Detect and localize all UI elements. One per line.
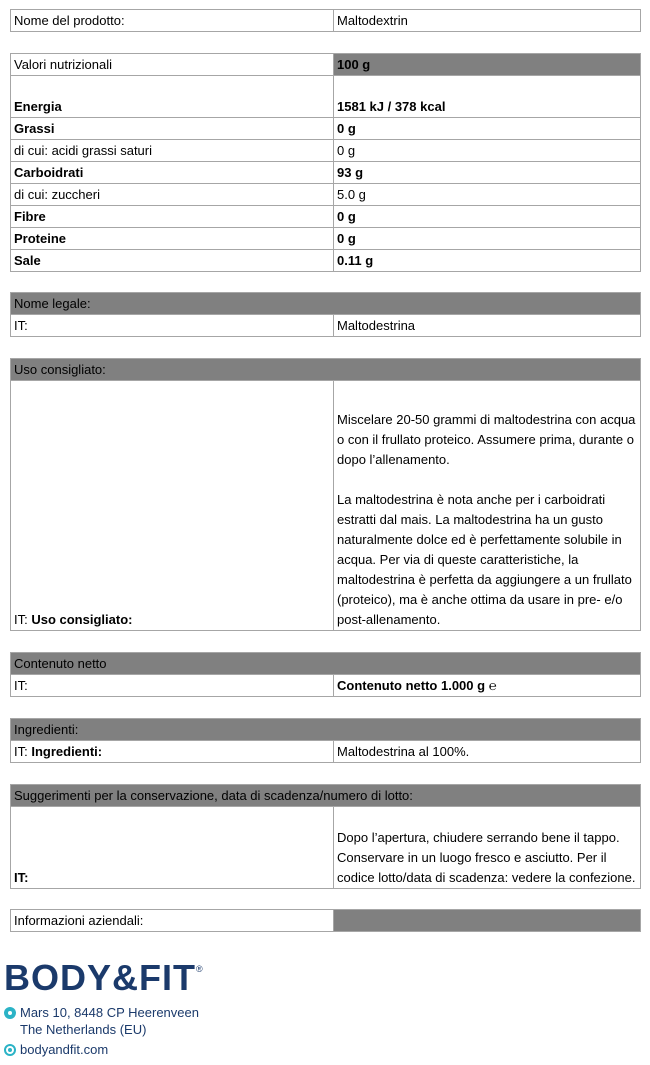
net-content-table (10, 652, 641, 697)
ingredients-label-bold: Ingredienti: (31, 744, 103, 759)
storage-label: IT: (11, 807, 334, 889)
usage-header: Uso consigliato: (11, 359, 641, 381)
location-pin-icon (4, 1007, 16, 1019)
net-content-value-cell (334, 675, 641, 697)
usage-label-bold: Uso consigliato: (31, 612, 133, 627)
nutrition-row-label: di cui: zuccheri (11, 184, 334, 206)
nutrition-row-label: Sale (11, 250, 334, 272)
nutrition-row (11, 140, 641, 162)
legal-name-value: Maltodestrina (334, 315, 641, 337)
nutrition-row (11, 250, 641, 272)
product-table (10, 9, 641, 32)
nutrition-row-value: 93 g (334, 162, 641, 184)
nutrition-row-label: Carboidrati (11, 162, 334, 184)
brand-logo (4, 958, 304, 998)
nutrition-header-value: 100 g (334, 54, 641, 76)
address-line-1: Mars 10, 8448 CP Heerenveen (20, 1005, 199, 1020)
usage-label (11, 381, 334, 631)
brand-logo-text: BODY&FIT (4, 957, 196, 998)
usage-table (10, 358, 641, 631)
website-link[interactable]: bodyandfit.com (20, 1042, 109, 1057)
address-line-2: The Netherlands (EU) (20, 1022, 147, 1037)
company-header-fill (334, 910, 641, 932)
net-content-label: IT: (11, 675, 334, 697)
nutrition-row-value: 0 g (334, 228, 641, 250)
usage-label-prefix: IT: (14, 612, 32, 627)
usage-text: Miscelare 20-50 grammi di maltodestrina con acqua o con il frullato proteico. Assumere prima, durante o dopo l’allenamento. La maltodestrina è nota anche per i carboidrati estratti dal mais. La maltodestrina ha un gusto naturalmente dolce ed è perfettamente solubile in acqua. Per via di queste caratteristiche, la maltodestrina è perfetta da aggiungere a un frullato (proteico), ma è anche ottima da usare in pre- e/o post-allenamento. (334, 381, 641, 631)
ingredients-label (11, 741, 334, 763)
nutrition-row (11, 76, 641, 118)
ingredients-header: Ingredienti: (11, 719, 641, 741)
product-label: Nome del prodotto: (11, 10, 334, 32)
nutrition-row-label: Grassi (11, 118, 334, 140)
nutrition-row-label: Energia (11, 76, 334, 118)
legal-name-header: Nome legale: (11, 293, 641, 315)
nutrition-row-value: 1581 kJ / 378 kcal (334, 76, 641, 118)
nutrition-row-label: di cui: acidi grassi saturi (11, 140, 334, 162)
nutrition-row-value: 0 g (334, 140, 641, 162)
net-content-header: Contenuto netto (11, 653, 641, 675)
company-header: Informazioni aziendali: (11, 910, 334, 932)
nutrition-row (11, 228, 641, 250)
nutrition-row-label: Fibre (11, 206, 334, 228)
globe-icon (4, 1044, 16, 1056)
company-address (4, 1004, 199, 1038)
storage-table (10, 784, 641, 889)
nutrition-row-value: 5.0 g (334, 184, 641, 206)
nutrition-row (11, 184, 641, 206)
nutrition-row (11, 162, 641, 184)
storage-header: Suggerimenti per la conservazione, data di scadenza/numero di lotto: (11, 785, 641, 807)
nutrition-row-label: Proteine (11, 228, 334, 250)
nutrition-header-label: Valori nutrizionali (11, 54, 334, 76)
product-value: Maltodextrin (334, 10, 641, 32)
storage-text: Dopo l’apertura, chiudere serrando bene il tappo. Conservare in un luogo fresco e asciutto. Per il codice lotto/data di scadenza: vedere la confezione. (334, 807, 641, 889)
legal-name-label: IT: (11, 315, 334, 337)
ingredients-label-prefix: IT: (14, 744, 32, 759)
company-table (10, 909, 641, 932)
estimated-sign-icon: ℮ (488, 678, 497, 693)
ingredients-value: Maltodestrina al 100%. (334, 741, 641, 763)
nutrition-row-value: 0 g (334, 206, 641, 228)
ingredients-table (10, 718, 641, 763)
nutrition-row (11, 118, 641, 140)
registered-mark: ® (196, 964, 203, 974)
company-website (4, 1041, 108, 1058)
nutrition-table (10, 53, 641, 272)
nutrition-row (11, 206, 641, 228)
nutrition-row-value: 0.11 g (334, 250, 641, 272)
net-content-value: Contenuto netto 1.000 g (337, 678, 486, 693)
legal-name-table (10, 292, 641, 337)
nutrition-row-value: 0 g (334, 118, 641, 140)
